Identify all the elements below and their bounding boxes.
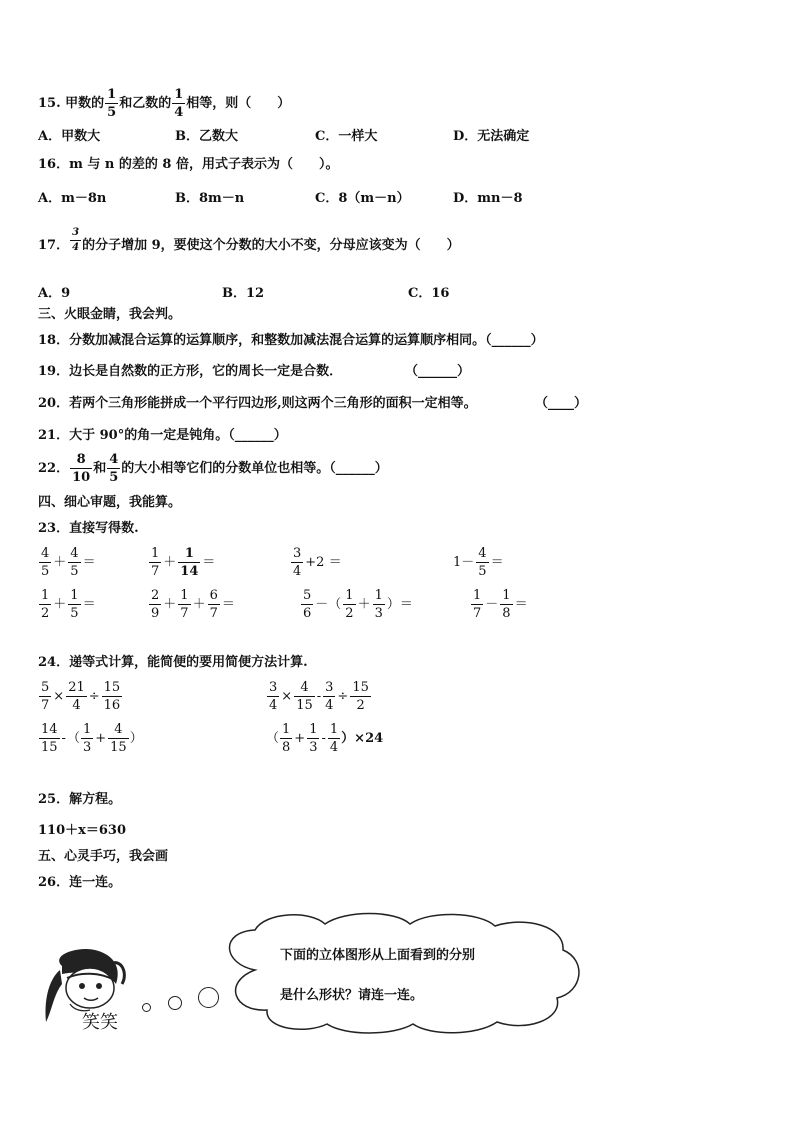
q16-option-a[interactable]: A．m－8n — [38, 191, 107, 206]
q24-expr-1: $\frac{5}{7}$ × $\frac{21}{4}$ ÷ $\frac{15}{16}$ — [41, 680, 121, 713]
q21-statement: 21．大于 90°的角一定是钝角。（______） — [38, 428, 287, 443]
section-5-heading: 五、心灵手巧，我会画 — [38, 849, 169, 864]
section-4-heading: 四、细心审题，我能算。 — [38, 495, 182, 510]
q17-option-c[interactable]: C．16 — [408, 286, 450, 301]
q26-title: 26．连一连。 — [38, 875, 122, 890]
q23-expr-2: $\frac{1}{7}$ ＋ $\frac{1}{14}$ ＝ — [151, 546, 216, 579]
thought-cloud — [215, 912, 585, 1037]
q25-equation: 110＋x＝630 — [38, 823, 127, 838]
section-3-heading: 三、火眼金睛，我会判。 — [38, 307, 182, 322]
q20-answer-blank[interactable]: （____） — [535, 396, 588, 411]
q17-stem: 17． $\frac{3}{4}$ 的分子增加 9，要使这个分数的大小不变，分母应该变为（ ） — [38, 227, 460, 253]
q15-stem: 15. 甲数的 $\frac{1}{5}$ 和乙数的 $\frac{1}{4}$ 相等，则（ ） — [38, 87, 291, 120]
q25-title: 25．解方程。 — [38, 792, 122, 807]
q23-expr-3: $\frac{3}{4}$ +2 ＝ — [293, 546, 342, 579]
q23-expr-5: $\frac{1}{2}$ ＋ $\frac{1}{5}$ ＝ — [41, 588, 96, 621]
q18-statement: 18．分数加减混合运算的运算顺序，和整数加减法混合运算的运算顺序相同。（______） — [38, 333, 544, 348]
q23-expr-1: $\frac{4}{5}$ ＋ $\frac{4}{5}$ ＝ — [41, 546, 96, 579]
cloud-text-line-1: 下面的立体图形从上面看到的分别 — [280, 948, 476, 963]
q16-option-b[interactable]: B．8m－n — [175, 191, 245, 206]
q19-statement: 19．边长是自然数的正方形，它的周长一定是合数． — [38, 364, 343, 379]
q23-title: 23．直接写得数. — [38, 521, 139, 536]
thought-bubble-medium — [168, 996, 182, 1010]
q24-expr-3: $\frac{14}{15}$ -（ $\frac{1}{3}$ + $\frac{4}{15}$ ） — [41, 722, 143, 755]
girl-name-label: 笑笑 — [82, 1012, 118, 1033]
q15-option-d[interactable]: D．无法确定 — [453, 129, 530, 144]
q16-stem: 16．m 与 n 的差的 8 倍，用式子表示为（ ）。 — [38, 157, 339, 172]
q23-expr-7: $\frac{5}{6}$ －（ $\frac{1}{2}$ ＋ $\frac{1}{3}$ ）＝ — [303, 588, 413, 621]
q24-expr-4: （ $\frac{1}{8}$ + $\frac{1}{3}$ - $\frac{1}{4}$ ）×24 — [266, 722, 384, 755]
q22-statement: 22． $\frac{8}{10}$ 和 $\frac{4}{5}$ 的大小相等它们的分数单位也相等。（______） — [38, 452, 388, 485]
q23-expr-8: $\frac{1}{7}$ － $\frac{1}{8}$ ＝ — [473, 588, 528, 621]
q15-option-c[interactable]: C．一样大 — [315, 129, 378, 144]
q19-answer-blank[interactable]: （______） — [405, 364, 471, 379]
q16-option-c[interactable]: C．8（m－n） — [315, 191, 410, 206]
q23-expr-4: 1－ $\frac{4}{5}$ ＝ — [453, 546, 504, 579]
q24-expr-2: $\frac{3}{4}$ × $\frac{4}{15}$ - $\frac{3}{4}$ ÷ $\frac{15}{2}$ — [269, 680, 369, 713]
cloud-text-line-2: 是什么形状？请连一连。 — [280, 988, 424, 1003]
q16-option-d[interactable]: D．mn－8 — [453, 191, 523, 206]
q15-option-b[interactable]: B．乙数大 — [175, 129, 238, 144]
q23-expr-6: $\frac{2}{9}$ ＋ $\frac{1}{7}$ ＋ $\frac{6}{7}$ ＝ — [151, 588, 235, 621]
q24-title: 24．递等式计算，能简便的要用简便方法计算. — [38, 655, 308, 670]
q15-option-a[interactable]: A．甲数大 — [38, 129, 101, 144]
q17-option-a[interactable]: A．9 — [38, 286, 71, 301]
q17-option-b[interactable]: B．12 — [222, 286, 265, 301]
q20-statement: 20．若两个三角形能拼成一个平行四边形,则这两个三角形的面积一定相等。 — [38, 396, 477, 411]
thought-bubble-small — [142, 1003, 151, 1012]
